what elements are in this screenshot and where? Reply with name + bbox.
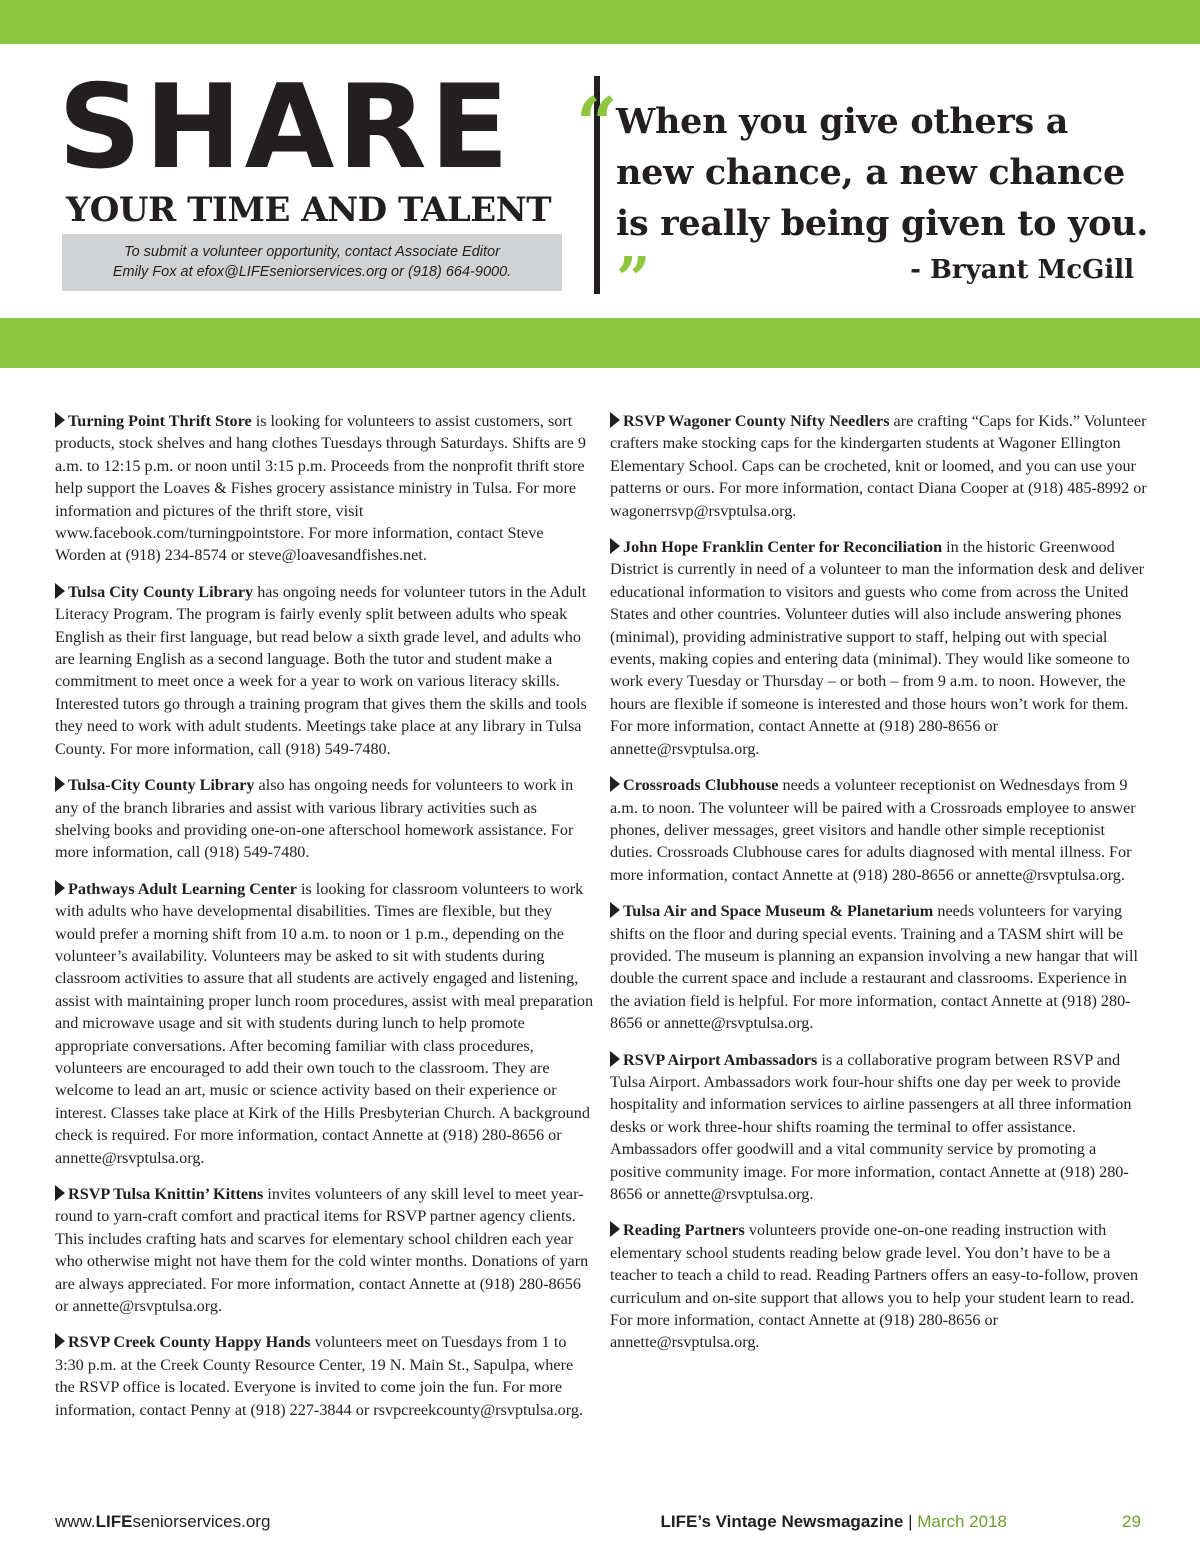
- footer-issue-date: March 2018: [917, 1512, 1007, 1531]
- listing-title: RSVP Creek County Happy Hands: [68, 1333, 311, 1352]
- listing-item: [610, 536, 1150, 760]
- listing-body: in the historic Greenwood District is currently in need of a volunteer to man the information desk and deliver educational information to visitors and guests who come from across the United States and other countries. Volunteer duties will also include answering phones (minimal), providing administrative support to staff, helping out with special events, making copies and entering data (minimal). They would like someone to work every Tuesday or Thursday – or both – from 9 a.m. to noon. However, the hours are flexible if someone is interested and those hours won’t work for them. For more information, contact Annette at (918) 280-8656 or annette@rsvptulsa.org.: [610, 538, 1145, 758]
- left-column: [55, 410, 595, 1435]
- arrow-bullet-icon: [610, 776, 620, 792]
- open-quote-mark: “: [576, 81, 618, 166]
- listing-item: [55, 878, 595, 1169]
- pull-quote-text: When you give others a new chance, a new chance is really being given to you.: [616, 101, 1149, 244]
- listing-title: Turning Point Thrift Store: [68, 412, 252, 430]
- submit-info-line-1: To submit a volunteer opportunity, contact Associate Editor: [124, 244, 500, 260]
- page-subtitle: YOUR TIME AND TALENT: [66, 190, 552, 230]
- footer-url-bold: LIFE: [95, 1512, 133, 1531]
- listing-item: [55, 1183, 595, 1317]
- listing-body: invites volunteers of any skill level to meet year-round to yarn-craft comfort and practical items for RSVP partner agency clients. This includes crafting hats and scarves for elementary school children each year who otherwise might not have them for the cold winter months. Donations of yarn are always appreciated. For more information, contact Annette at (918) 280-8656 or annette@rsvptulsa.org.: [55, 1185, 589, 1316]
- arrow-bullet-icon: [55, 1333, 65, 1349]
- listing-body: needs volunteers for varying shifts on the floor and during special events. Training and a TASM shirt will be provided. The museum is planning an expansion involving a new hangar that will double the current space and include a restaurant and classrooms. Experience in the aviation field is helpful. For more information, contact Annette at (918) 280-8656 or annette@rsvptulsa.org.: [610, 902, 1138, 1033]
- arrow-bullet-icon: [610, 1051, 620, 1067]
- listing-item: [610, 774, 1150, 886]
- arrow-bullet-icon: [55, 776, 65, 792]
- submit-info-line-2: Emily Fox at efox@LIFEseniorservices.org or (918) 664-9000.: [112, 264, 512, 280]
- footer-magazine: [612, 1512, 1007, 1532]
- page-number: 29: [1122, 1512, 1141, 1531]
- listing-title: John Hope Franklin Center for Reconciliation: [623, 538, 943, 557]
- listing-title: RSVP Airport Ambassadors: [623, 1050, 818, 1069]
- listing-title: RSVP Tulsa Knittin’ Kittens: [68, 1185, 264, 1203]
- listing-body: volunteers meet on Tuesdays from 1 to 3:30 p.m. at the Creek County Resource Center, 19 N. Main St., Sapulpa, where the RSVP office is located. Everyone is invited to come join the fun. For more information, contact Penny at (918) 227-3844 or rsvpcreekcounty@rsvptulsa.org.: [55, 1333, 583, 1419]
- listing-body: is looking for volunteers to assist customers, sort products, stock shelves and hang clothes Tuesdays through Saturdays. Shifts are 9 a.m. to 12:15 p.m. or noon until 3:15 p.m. Proceeds from the nonprofit thrift store help support the Loaves & Fishes grocery assistance ministry in Tulsa. For more information and pictures of the thrift store, visit www.facebook.com/turningpointstore. For more information, contact Steve Worden at (918) 234-8574 or steve@loavesandfishes.net.: [55, 412, 586, 565]
- arrow-bullet-icon: [55, 1185, 65, 1201]
- submit-info-box: [62, 234, 562, 291]
- listing-title: Tulsa-City County Library: [68, 776, 255, 795]
- close-quote-mark: ”: [616, 245, 651, 315]
- listing-item: [55, 774, 595, 864]
- page-title: SHARE: [58, 60, 512, 195]
- listing-body: is looking for classroom volunteers to work with adults who have developmental disabilities. Times are flexible, but they would prefer a morning shift from 10 a.m. to noon or 1 p.m., depending on the volunteer’s availability. Volunteers may be asked to sit with students during classroom activities to assure that all students are actively engaged and listening, assist with maintaining proper lunch room procedures, assist with meal preparation and microwave usage and sit with students during lunch to help promote appropriate conversations. After becoming familiar with class procedures, volunteers are encouraged to add their own touch to the classroom. They are welcome to lead an art, music or science activity based on their experience or interest. Classes take place at Kirk of the Hills Presbyterian Church. A background check is required. For more information, contact Annette at (918) 280-8656 or annette@rsvptulsa.org.: [55, 879, 594, 1167]
- arrow-bullet-icon: [55, 583, 65, 599]
- middle-green-band: [0, 318, 1200, 368]
- listing-body: is a collaborative program between RSVP and Tulsa Airport. Ambassadors work four-hour shifts one day per week to provide hospitality and information services to airline passengers at all three information desks or work three-hour shifts roaming the terminal to offer assistance. Ambassadors offer goodwill and a vital community service by promoting a positive community image. For more information, contact Annette at (918) 280-8656 or annette@rsvptulsa.org.: [610, 1050, 1132, 1203]
- listing-item: [610, 1049, 1150, 1206]
- footer-magazine-name: LIFE’s Vintage Newsmagazine: [660, 1512, 904, 1531]
- quote-author: - Bryant McGill: [910, 255, 1134, 285]
- listing-body: has ongoing needs for volunteer tutors in the Adult Literacy Program. The program is fairly evenly split between adults who speak English as their first language, but read below a sixth grade level, and adults who are learning English as a second language. Both the tutor and student make a commitment to meet once a week for a year to work on various literacy skills. Interested tutors go through a training program that gives them the skills and tools they need to work with adult students. Meetings take place at any library in Tulsa County. For more information, call (918) 549-7480.: [55, 582, 587, 758]
- footer-url-prefix: www.: [55, 1512, 96, 1531]
- right-column: [610, 410, 1150, 1368]
- listing-title: Tulsa Air and Space Museum & Planetarium: [623, 902, 934, 921]
- listing-title: Pathways Adult Learning Center: [68, 879, 297, 898]
- arrow-bullet-icon: [55, 880, 65, 896]
- listing-body: also has ongoing needs for volunteers to work in any of the branch libraries and assist with various library activities such as shelving books and providing one-on-one afterschool homework assistance. For more information, call (918) 549-7480.: [55, 776, 574, 862]
- footer-url-suffix: seniorservices.org: [132, 1512, 271, 1531]
- listing-body: are crafting “Caps for Kids.” Volunteer crafters make stocking caps for the kindergarten students at Wagoner Ellington Elementary School. Caps can be crocheted, knit or loomed, and you can use your patterns or ours. For more information, contact Diana Cooper at (918) 485-8992 or wagonerrsvp@rsvptulsa.org.: [610, 412, 1147, 520]
- arrow-bullet-icon: [610, 538, 620, 554]
- listing-title: RSVP Wagoner County Nifty Needlers: [623, 412, 890, 430]
- listing-item: [610, 410, 1150, 522]
- listing-item: [55, 581, 595, 760]
- listing-title: Tulsa City County Library: [68, 582, 254, 601]
- listing-item: [55, 410, 595, 567]
- listing-title: Reading Partners: [623, 1221, 745, 1240]
- listing-item: [610, 1219, 1150, 1353]
- arrow-bullet-icon: [610, 412, 620, 428]
- listing-body: needs a volunteer receptionist on Wednesdays from 9 a.m. to noon. The volunteer will be paired with a Crossroads employee to answer phones, deliver messages, greet visitors and handle other simple receptionist duties. Crossroads Clubhouse cares for adults diagnosed with mental illness. For more information, contact Annette at (918) 280-8656 or annette@rsvptulsa.org.: [610, 776, 1136, 884]
- footer-website: [55, 1512, 270, 1532]
- arrow-bullet-icon: [610, 1221, 620, 1237]
- top-green-band: [0, 0, 1200, 44]
- footer-separator: |: [903, 1512, 918, 1531]
- listing-item: [610, 900, 1150, 1034]
- listing-item: [55, 1331, 595, 1421]
- arrow-bullet-icon: [55, 412, 65, 428]
- arrow-bullet-icon: [610, 902, 620, 918]
- listing-title: Crossroads Clubhouse: [623, 776, 779, 795]
- listing-body: volunteers provide one-on-one reading instruction with elementary school students reading below grade level. You don’t have to be a teacher to teach a child to read. Reading Partners offers an easy-to-follow, proven curriculum and on-site support that allows you to help your student learn to read. For more information, contact Annette at (918) 280-8656 or annette@rsvptulsa.org.: [610, 1221, 1139, 1352]
